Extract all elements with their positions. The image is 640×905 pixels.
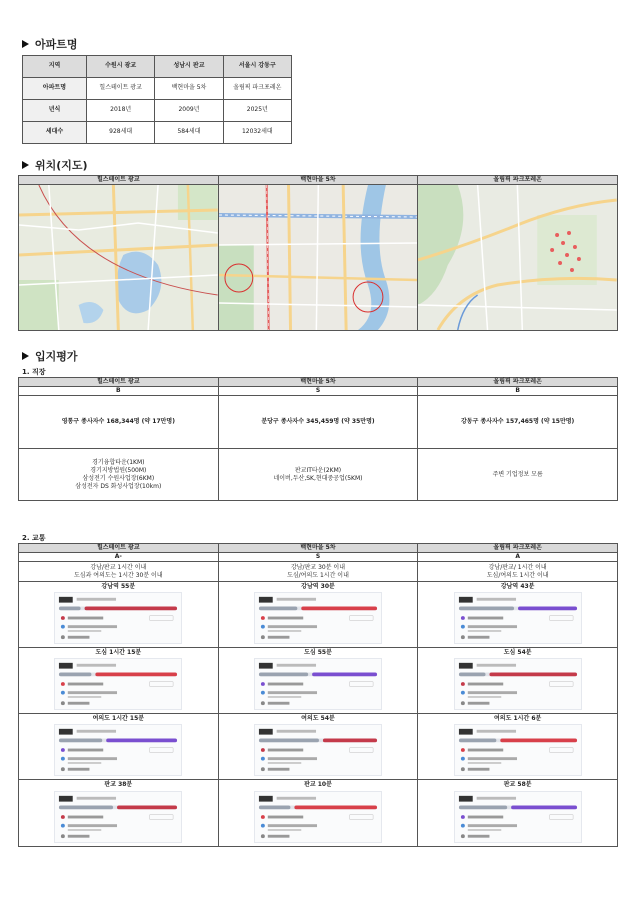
route-screenshot: [54, 791, 182, 843]
section-title-evaluation: 입지평가: [22, 348, 78, 364]
route-screenshot: [454, 724, 582, 776]
route-screenshot: [254, 791, 382, 843]
apartment-table: [22, 55, 292, 144]
table-row: 지역 수원시 광교 성남시 판교 서울시 강동구: [23, 56, 292, 78]
table-row: 여의도 1시간 15분 여의도 54분 여의도 1시간 6분: [19, 714, 618, 780]
table-row: 아파트명 힐스테이트 광교 백현마을 5차 올림픽 파크포레온: [23, 78, 292, 100]
route-screenshot: [54, 658, 182, 710]
triangle-bullet-icon: [22, 40, 29, 48]
map-table: [18, 175, 618, 331]
section-title-apartment: 아파트명: [22, 36, 78, 52]
route-screenshot: [254, 658, 382, 710]
table-row: 강남/판교 1시간 이내 도심과 여의도는 1시간 30분 이내 강남/판교 30분 이내 도심/여의도 1시간 이내 강남/판교/ 1시간 이내 도심/여의도 1시간 이내: [19, 562, 618, 582]
route-screenshot: [454, 791, 582, 843]
table-row: 힐스테이트 광교 백현마을 5차 올림픽 파크포레온: [19, 544, 618, 553]
route-screenshot: [54, 724, 182, 776]
route-screenshot: [254, 724, 382, 776]
jobs-table: [18, 377, 618, 501]
table-row: 판교 38분 판교 10분 판교 58분: [19, 780, 618, 846]
table-row: 힐스테이트 광교 백현마을 5차 올림픽 파크포레온: [19, 378, 618, 387]
triangle-bullet-icon: [22, 161, 29, 169]
route-screenshot: [54, 592, 182, 644]
table-row: 도심 1시간 15분 도심 55분 도심 54분: [19, 648, 618, 714]
table-row: [19, 185, 618, 331]
route-screenshot: [454, 658, 582, 710]
map-hillstate-gwanggyo[interactable]: [19, 185, 218, 330]
map-baekhyeon-5[interactable]: [219, 185, 418, 330]
table-row: 세대수 928세대 584세대 12032세대: [23, 122, 292, 144]
route-screenshot: [254, 592, 382, 644]
route-screenshot: [454, 592, 582, 644]
table-row: 영통구 종사자수 168,344명 (약 17만명) 분당구 종사자수 345,459명 (약 35만명) 강동구 종사자수 157,465명 (약 15만명): [19, 396, 618, 449]
table-row: 년식 2018년 2009년 2025년: [23, 100, 292, 122]
subsection-title-transit: 2. 교통: [22, 534, 46, 542]
transit-table: [18, 543, 618, 847]
table-row: B S B: [19, 387, 618, 396]
table-row: 힐스테이트 광교 백현마을 5차 올림픽 파크포레온: [19, 176, 618, 185]
section-title-location: 위치(지도): [22, 157, 88, 173]
subsection-title-jobs: 1. 직장: [22, 368, 46, 376]
map-olympic-parkforeon[interactable]: [418, 185, 617, 330]
table-row: 경기융합타운(1KM) 경기지방법원(500M) 삼성전기 수원사업장(6KM) 삼성전자 DS 화성사업장(10km) 판교IT타운(2KM) 네이버,두산,SK,현대중공업(5KM) 주변 기업정보 모름: [19, 449, 618, 501]
table-row: A- S A: [19, 553, 618, 562]
triangle-bullet-icon: [22, 352, 29, 360]
table-row: 강남역 55분 강남역 30분 강남역 43분: [19, 582, 618, 648]
